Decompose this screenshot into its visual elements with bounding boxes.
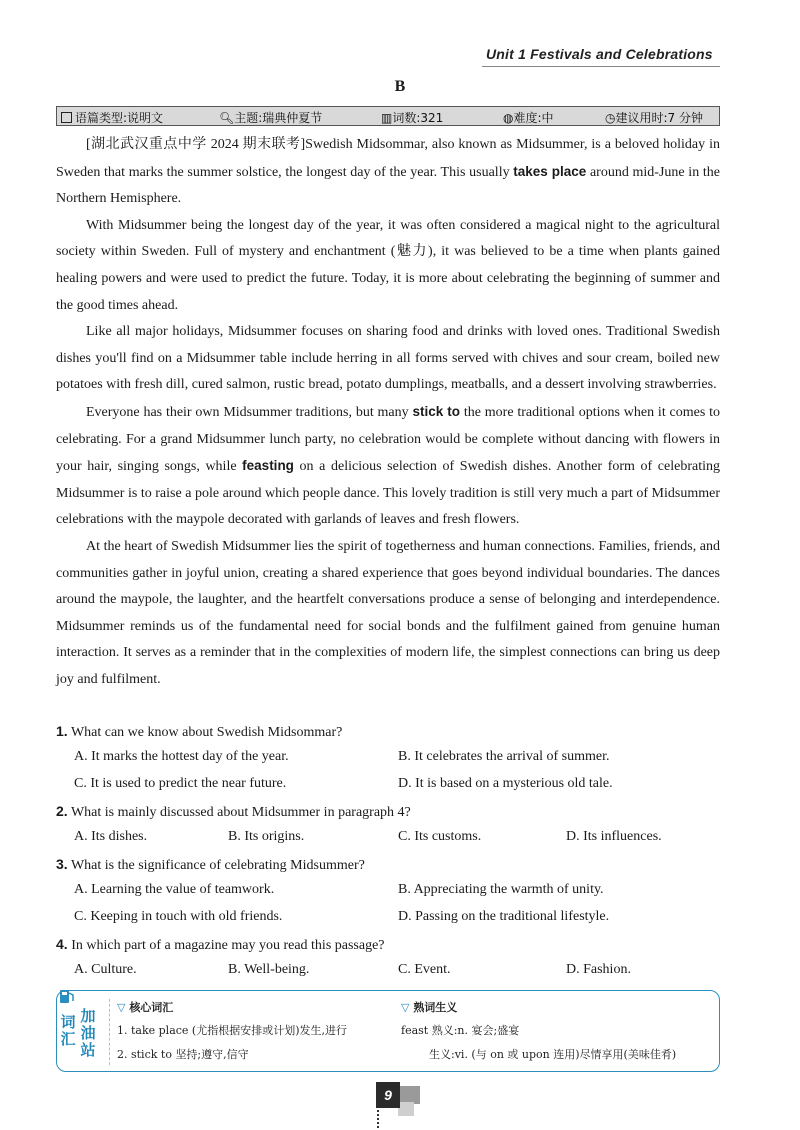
- paragraph-1: [56, 132, 720, 213]
- p1-text-a: Swedish Midsommar, also known as Midsummer, is a beloved holiday in Sweden that marks the summer solstice, the longest day of the year. This usually: [56, 137, 720, 180]
- info-type-label: 语篇类型:说明文: [75, 111, 164, 125]
- question-stem: What can we know about Swedish Midsommar?: [70, 725, 343, 740]
- option-a[interactable]: A. Its dishes.: [74, 829, 148, 844]
- option-c[interactable]: C. Its customs.: [398, 829, 482, 844]
- core-vocab-1: 1. take place (尤指根据安排或计划)发生,进行: [117, 1024, 348, 1037]
- option-b[interactable]: B. Appreciating the warmth of unity.: [398, 882, 604, 897]
- page-number: 9: [376, 1082, 400, 1108]
- keyword-stick-to: stick to: [412, 403, 461, 419]
- fuel-pump-icon: [58, 988, 76, 1004]
- info-type: [61, 109, 163, 126]
- vocab-box: [56, 990, 720, 1072]
- familiar-vocab-2: 生义:vi. (与 on 或 upon 连用)尽情享用(美味佳肴): [429, 1048, 677, 1061]
- info-theme-label: 主题:瑞典仲夏节: [234, 111, 323, 125]
- vocab-side-label: [56, 990, 102, 1072]
- question-4: [56, 931, 726, 984]
- vocab-label-jiayouzhan: 加油站: [80, 1007, 96, 1059]
- paragraph-4: [56, 399, 720, 534]
- question-stem: What is mainly discussed about Midsummer in paragraph 4?: [70, 805, 411, 820]
- question-3: [56, 851, 726, 930]
- familiar-vocab-title: [401, 999, 457, 1015]
- p4-text-c: on a delicious selection of Swedish dishes. Another form of celebrating Midsummer is to raise a pole around which people dance. This lovely tradition is still very much a part of Midsummer celebrations with the maypole decorated with garlands of leaves and fresh flowers.: [56, 459, 720, 528]
- paragraph-3: Like all major holidays, Midsummer focuses on sharing food and drinks with loved ones. Traditional Swedish dishes you'll find on a Midsummer table include herring in all forms served with chives and sour cream, boiled new potatoes with fresh dill, cured salmon, rustic bread, potato dumplings, meatballs, and a dessert involving strawberries.: [56, 324, 720, 393]
- p4-text-b: the more traditional options when it comes to celebrating. For a grand Midsummer lunch party, no celebration would be complete without dancing with flowers in your hair, singing songs, while: [56, 404, 720, 475]
- search-icon: 🔍︎: [219, 111, 235, 125]
- info-words: [381, 109, 443, 126]
- paragraph-2: With Midsummer being the longest day of the year, it was often considered a magical night to the agricultural society within Sweden. Full of mystery and enchantment (魅力), it was believed to be a time when plants gained healing powers and were used to predict the future. Today, it is more about celebrating the beginning of summer and the good times ahead.: [56, 217, 720, 313]
- question-stem: In which part of a magazine may you read this passage?: [71, 938, 385, 953]
- option-c[interactable]: C. It is used to predict the near future.: [74, 775, 287, 791]
- option-d[interactable]: D. Passing on the traditional lifestyle.: [398, 908, 610, 924]
- question-2: [56, 798, 726, 851]
- info-bar: [56, 106, 720, 126]
- option-b[interactable]: B. Its origins.: [228, 829, 305, 844]
- option-d[interactable]: D. It is based on a mysterious old tale.: [398, 775, 613, 791]
- info-difficulty: [503, 109, 554, 126]
- p4-text-a: Everyone has their own Midsummer traditions, but many: [86, 404, 413, 420]
- book-icon: [61, 112, 72, 123]
- chart-icon: ▥: [381, 111, 393, 125]
- keyword-feasting: feasting: [242, 458, 294, 474]
- paragraph-5: At the heart of Swedish Midsummer lies the spirit of togetherness and human connections. Families, friends, and communities gather in joyful union, creating a shared experience that goes beyond individual boundaries. The dances around the maypole, the laughter, and the heartfelt conversations produce a sense of belonging and interdependence. Midsummer reminds us of the fundamental need for social bonds and the fulfilment gained from genuine human interaction. It serves as a reminder that in the complexities of modern life, the simplest connections can bring us deep joy and fulfilment.: [56, 538, 720, 687]
- question-number: 3.: [56, 856, 68, 872]
- core-vocab-2: 2. stick to 坚持;遵守,信守: [117, 1048, 249, 1061]
- question-stem: What is the significance of celebrating Midsummer?: [70, 858, 365, 873]
- option-b[interactable]: B. It celebrates the arrival of summer.: [398, 749, 610, 764]
- option-c[interactable]: C. Event.: [398, 962, 451, 977]
- info-theme: [219, 109, 322, 126]
- unit-header: Unit 1 Festivals and Celebrations: [486, 46, 713, 62]
- info-words-label: 词数:321: [392, 111, 444, 125]
- core-vocab-title: [117, 999, 173, 1015]
- header-rule: [482, 66, 720, 67]
- keyword-takes-place: takes place: [513, 163, 587, 179]
- question-1: [56, 718, 726, 797]
- section-letter: B: [394, 78, 406, 95]
- source-citation: [湖北武汉重点中学 2024 期末联考]: [86, 137, 306, 152]
- core-vocab-title-text: 核心词汇: [129, 1001, 174, 1014]
- vocab-label-cihui: 词汇: [60, 1013, 76, 1048]
- page-number-dots: [377, 1110, 381, 1128]
- question-number: 4.: [56, 936, 68, 952]
- info-time: [605, 109, 703, 126]
- option-b[interactable]: B. Well-being.: [228, 962, 310, 977]
- p1-text-b: around mid-June in the Northern Hemisphere.: [56, 164, 720, 207]
- option-d[interactable]: D. Its influences.: [566, 829, 662, 844]
- triangle-icon: ▽: [117, 1001, 126, 1014]
- option-a[interactable]: A. It marks the hottest day of the year.: [74, 749, 289, 764]
- passage: [56, 132, 720, 693]
- vocab-divider: [109, 999, 111, 1065]
- gauge-icon: ◍: [503, 111, 514, 125]
- option-d[interactable]: D. Fashion.: [566, 962, 631, 977]
- familiar-vocab-1: feast 熟义:n. 宴会;盛宴: [401, 1024, 520, 1037]
- option-c[interactable]: C. Keeping in touch with old friends.: [74, 908, 283, 924]
- question-number: 1.: [56, 723, 68, 739]
- option-a[interactable]: A. Learning the value of teamwork.: [74, 882, 275, 897]
- info-time-label: 建议用时:7 分钟: [615, 111, 703, 125]
- option-a[interactable]: A. Culture.: [74, 962, 137, 977]
- info-difficulty-label: 难度:中: [513, 111, 554, 125]
- triangle-icon: ▽: [401, 1001, 410, 1014]
- familiar-vocab-title-text: 熟词生义: [413, 1001, 458, 1014]
- page-number-decor-2: [398, 1102, 414, 1116]
- clock-icon: ◷: [605, 111, 616, 125]
- question-number: 2.: [56, 803, 68, 819]
